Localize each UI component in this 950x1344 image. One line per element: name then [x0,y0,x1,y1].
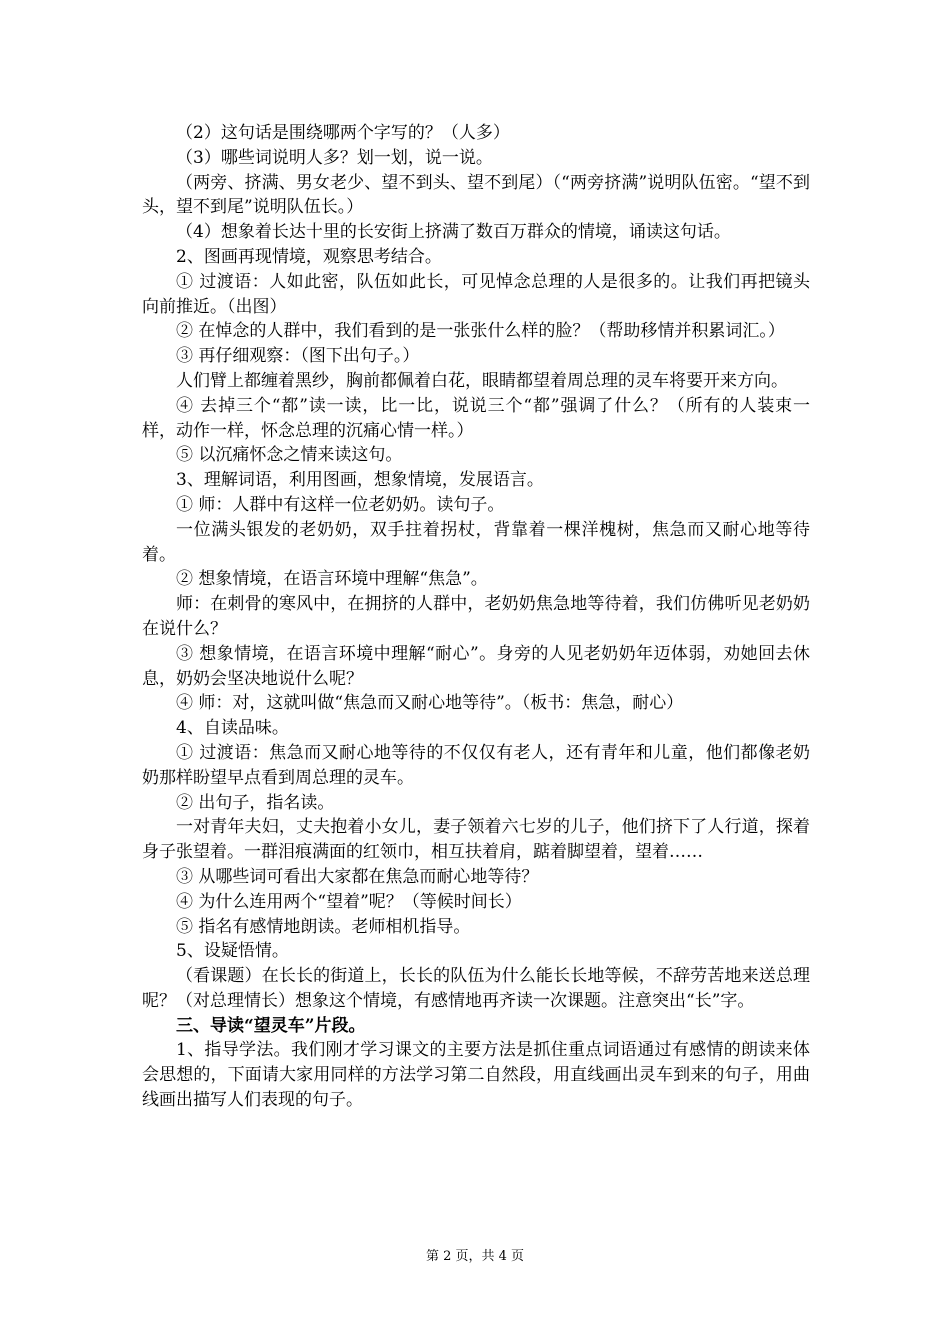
quoted-sentence: 人们臂上都缠着黑纱，胸前都佩着白花，眼睛都望着周总理的灵车将要开来方向。 [176,370,788,391]
section-heading: 4、自读品味。 [176,718,289,739]
paragraph: ③ 再仔细观察：（图下出句子。） [176,346,420,367]
paragraph: ④ 师：对，这就叫做“焦急而又耐心地等待”。（板书：焦急，耐心） [176,693,684,714]
paragraph: ① 过渡语：焦急而又耐心地等待的不仅仅有老人，还有青年和儿童，他们都像老奶奶那样盼望早点看到周总理的灵车。 [142,742,810,788]
section-heading: 5、设疑悟情。 [176,941,289,962]
paragraph: （3）哪些词说明人多？划一划，说一说。 [176,147,493,168]
paragraph: ② 想象情境，在语言环境中理解“焦急”。 [176,569,488,590]
paragraph: （4）想象着长达十里的长安街上挤满了数百万群众的情境，诵读这句话。 [176,222,731,243]
paragraph: ⑤ 指名有感情地朗读。老师相机指导。 [176,916,471,937]
paragraph: ⑤ 以沉痛怀念之情来读这句。 [176,445,403,466]
paragraph: ① 过渡语：人如此密，队伍如此长，可见悼念总理的人是很多的。让我们再把镜头向前推近。（出图） [142,271,810,317]
paragraph: ② 出句子，指名读。 [176,792,335,813]
page-number-footer: 第 2 页，共 4 页 [425,1249,525,1264]
paragraph: 1、指导学法。我们刚才学习课文的主要方法是抓住重点词语通过有感情的朗读来体会思想的，下面请大家用同样的方法学习第二自然段，用直线画出灵车到来的句子，用曲线画出描写人们表现的句子。 [142,1040,810,1111]
paragraph: ③ 从哪些词可看出大家都在焦急而耐心地等待？ [176,866,539,887]
paragraph: ③ 想象情境，在语言环境中理解“耐心”。身旁的人见老奶奶年迈体弱，劝她回去休息，奶奶会坚决地说什么呢？ [142,643,810,689]
section-heading: 3、理解词语，利用图画，想象情境，发展语言。 [176,470,544,491]
paragraph: （2）这句话是围绕哪两个字写的？（人多） [176,123,510,143]
document-body [142,121,810,1113]
quoted-sentence: 一对青年夫妇，丈夫抱着小女儿，妻子领着六七岁的儿子，他们挤下了人行道，探着身子张望着。一群泪痕满面的红领巾，相互扶着肩，踮着脚望着，望着…… [142,817,810,863]
paragraph: ② 在悼念的人群中，我们看到的是一张张什么样的脸？（帮助移情并积累词汇。） [176,321,785,342]
quoted-sentence: 一位满头银发的老奶奶，双手拄着拐杖，背靠着一棵洋槐树，焦急而又耐心地等待着。 [142,519,810,565]
paragraph: （两旁、挤满、男女老少、望不到头、望不到尾）（“两旁挤满”说明队伍密。“望不到头，望不到尾”说明队伍长。） [142,172,810,218]
paragraph: ④ 为什么连用两个“望着”呢？（等候时间长） [176,891,522,912]
paragraph: （看课题）在长长的街道上，长长的队伍为什么能长长地等候，不辞劳苦地来送总理呢？（对总理情长）想象这个情境，有感情地再齐读一次课题。注意突出“长”字。 [142,966,810,1011]
paragraph: ④ 去掉三个“都”读一读，比一比，说说三个“都”强调了什么？（所有的人装束一样，动作一样，怀念总理的沉痛心情一样。） [142,395,810,441]
part-heading: 三、导读“望灵车”片段。 [176,1015,366,1036]
section-heading: 2、图画再现情境，观察思考结合。 [176,246,442,267]
paragraph: 师：在刺骨的寒风中，在拥挤的人群中，老奶奶焦急地等待着，我们仿佛听见老奶奶在说什么？ [142,594,810,639]
paragraph: ① 师：人群中有这样一位老奶奶。读句子。 [176,494,505,515]
